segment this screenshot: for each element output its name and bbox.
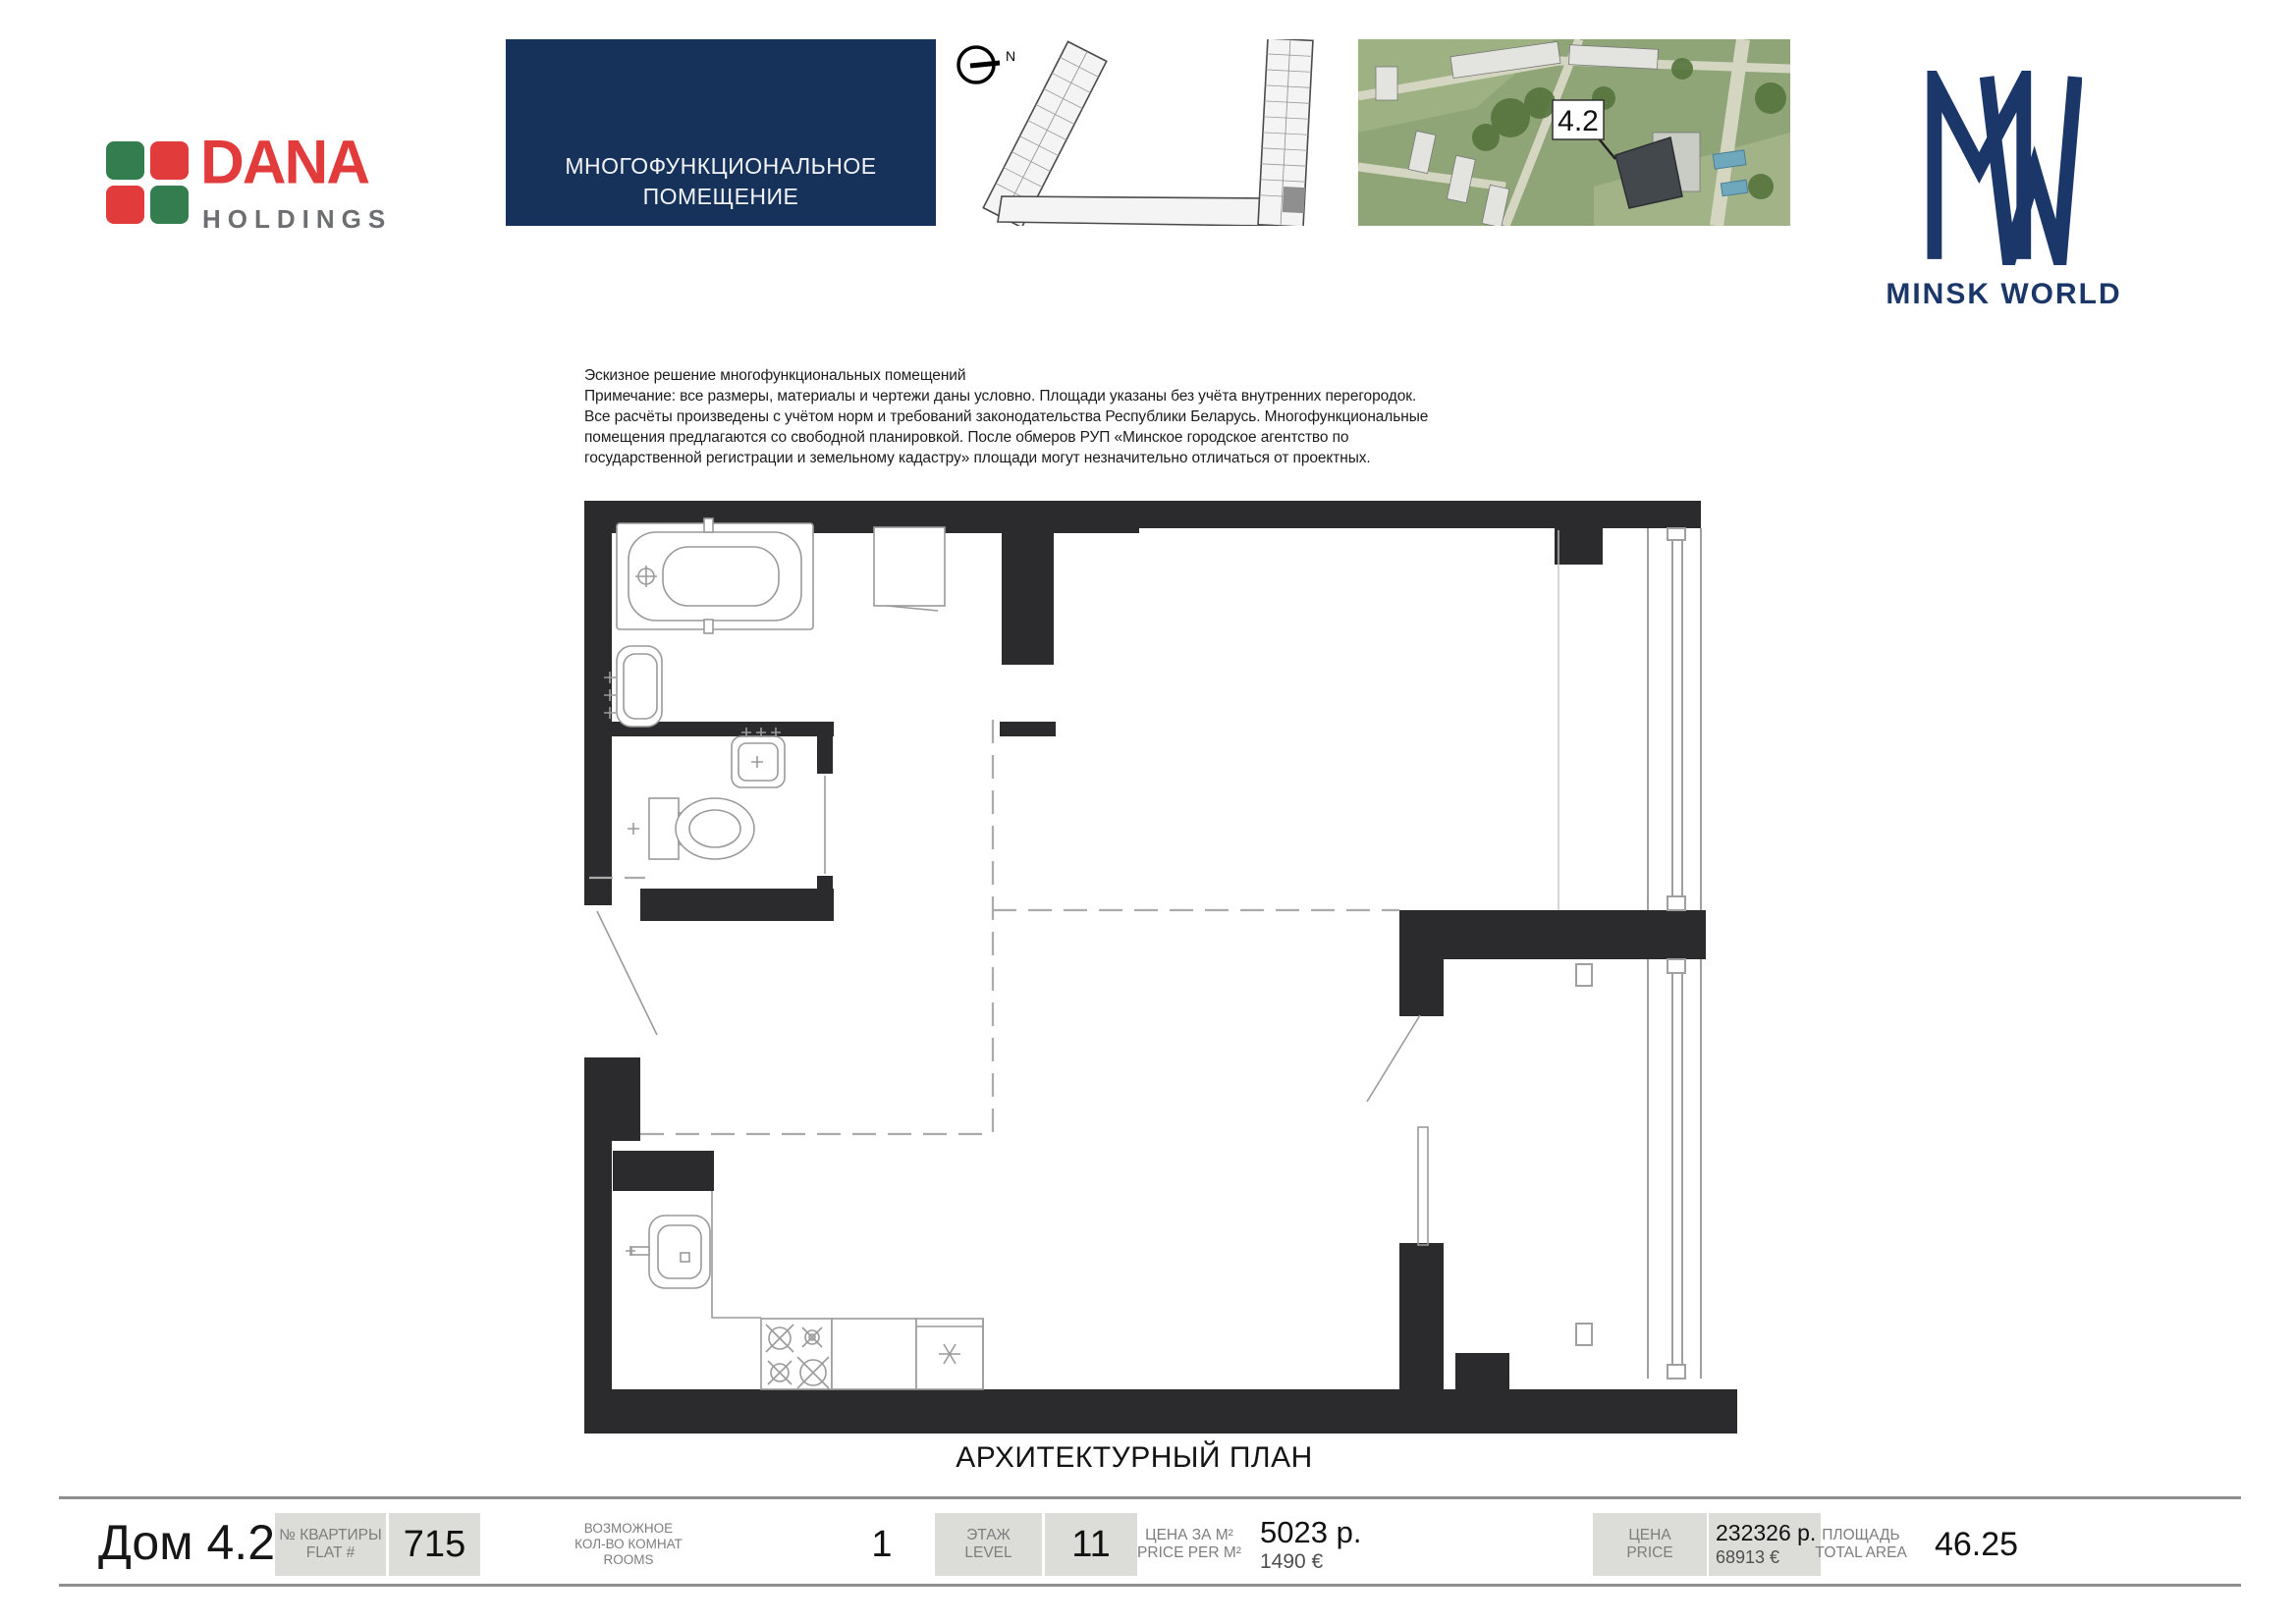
- disclaimer-line: Эскизное решение многофункциональных помещений: [584, 367, 966, 384]
- price-per-m2-eur: 1490 €: [1260, 1549, 1324, 1573]
- dana-holdings-text: HOLDINGS: [202, 204, 393, 234]
- premise-type-line2: ПОМЕЩЕНИЕ: [642, 184, 799, 209]
- aerial-photo-drawing: [1358, 39, 1790, 226]
- dana-squares-icon: [106, 141, 192, 228]
- inner-door-frame: [1418, 1127, 1428, 1245]
- rooms-label: ВОЗМОЖНОЕ КОЛ-ВО КОМНАТ ROOMS: [574, 1521, 683, 1567]
- price-per-m2-label: ЦЕНА ЗА М² PRICE PER M²: [1137, 1527, 1241, 1561]
- plan-walls: [584, 501, 1737, 1434]
- flat-number-value: 715: [389, 1513, 480, 1576]
- house-number: Дом 4.2: [98, 1515, 276, 1570]
- disclaimer-line: помещения предлагаются со свободной планировкой. После обмеров РУП «Минское городское агентство по: [584, 429, 1349, 446]
- compass-north-label: N: [1006, 48, 1016, 64]
- total-area-label: ПЛОЩАДЬ TOTAL AREA: [1815, 1527, 1907, 1561]
- bathroom-sink: [604, 646, 662, 727]
- entrance-door-swing: [597, 911, 657, 1035]
- building-right-wing: [1258, 39, 1313, 226]
- minsk-world-monogram-icon: [1927, 71, 2082, 265]
- bathtub: [617, 518, 813, 633]
- plan-fixtures: [604, 518, 983, 1389]
- highlighted-unit: [1283, 187, 1305, 213]
- disclaimer-line: Все расчёты произведены с учётом норм и требований законодательства Республики Беларусь. Многофункциональные: [584, 408, 1429, 425]
- building-level-plan-thumbnail: [941, 39, 1353, 226]
- aerial-site-photo: [1358, 39, 1790, 226]
- building-plan-drawing: [941, 39, 1353, 226]
- price-per-m2-byn: 5023 р.: [1260, 1514, 1362, 1549]
- kitchen-sink: [626, 1216, 710, 1288]
- disclaimer-line: Примечание: все размеры, материалы и чертежи даны условно. Площади указаны без учёта внутренних перегородок.: [584, 388, 1417, 405]
- price-eur: 68913 €: [1716, 1547, 1780, 1567]
- dana-square-red: [150, 141, 189, 180]
- dana-square-red: [106, 186, 144, 224]
- disclaimer-text: [584, 365, 1743, 468]
- total-area-value: 46.25: [1934, 1525, 2019, 1563]
- dana-square-green: [106, 141, 144, 180]
- rooms-value: 1: [871, 1523, 893, 1565]
- disclaimer-line: государственной регистрации и земельному кадастру» площади могут незначительно отличаться от проектных.: [584, 450, 1371, 466]
- dana-holdings-logo: [106, 128, 430, 247]
- minsk-world-wordmark: MINSK WORLD: [1886, 278, 2122, 310]
- premise-type-line1: МНОГОФУНКЦИОНАЛЬНОЕ: [565, 153, 877, 179]
- cabinet: [874, 527, 945, 611]
- dana-wordmark: DANA: [200, 128, 369, 197]
- dana-square-green: [150, 186, 189, 224]
- level-label: ЭТАЖ LEVEL: [935, 1513, 1042, 1576]
- wc-sink: [732, 728, 785, 787]
- price-label: ЦЕНА PRICE: [1593, 1513, 1707, 1576]
- flat-number-label: № КВАРТИРЫ FLAT #: [275, 1513, 386, 1576]
- kitchen-counter: [712, 1191, 983, 1389]
- premise-type-banner: [506, 39, 936, 226]
- plan-caption: АРХИТЕКТУРНЫЙ ПЛАН: [956, 1441, 1313, 1474]
- price-byn: 232326 р.: [1716, 1520, 1817, 1545]
- level-value: 11: [1045, 1513, 1137, 1576]
- price-per-m2-value: [1260, 1513, 1437, 1576]
- toilet: [628, 798, 754, 859]
- building-tag-label: 4.2: [1558, 105, 1599, 137]
- inner-room-door-swing: [1367, 1015, 1420, 1102]
- fridge: [916, 1319, 983, 1389]
- building-bottom-wing: [998, 196, 1267, 226]
- apartment-info-bar: [59, 1496, 2241, 1587]
- apartment-floor-plan: [584, 501, 1743, 1434]
- compass-icon: [958, 47, 1015, 82]
- free-plan-dashed-partitions: [589, 720, 1399, 1134]
